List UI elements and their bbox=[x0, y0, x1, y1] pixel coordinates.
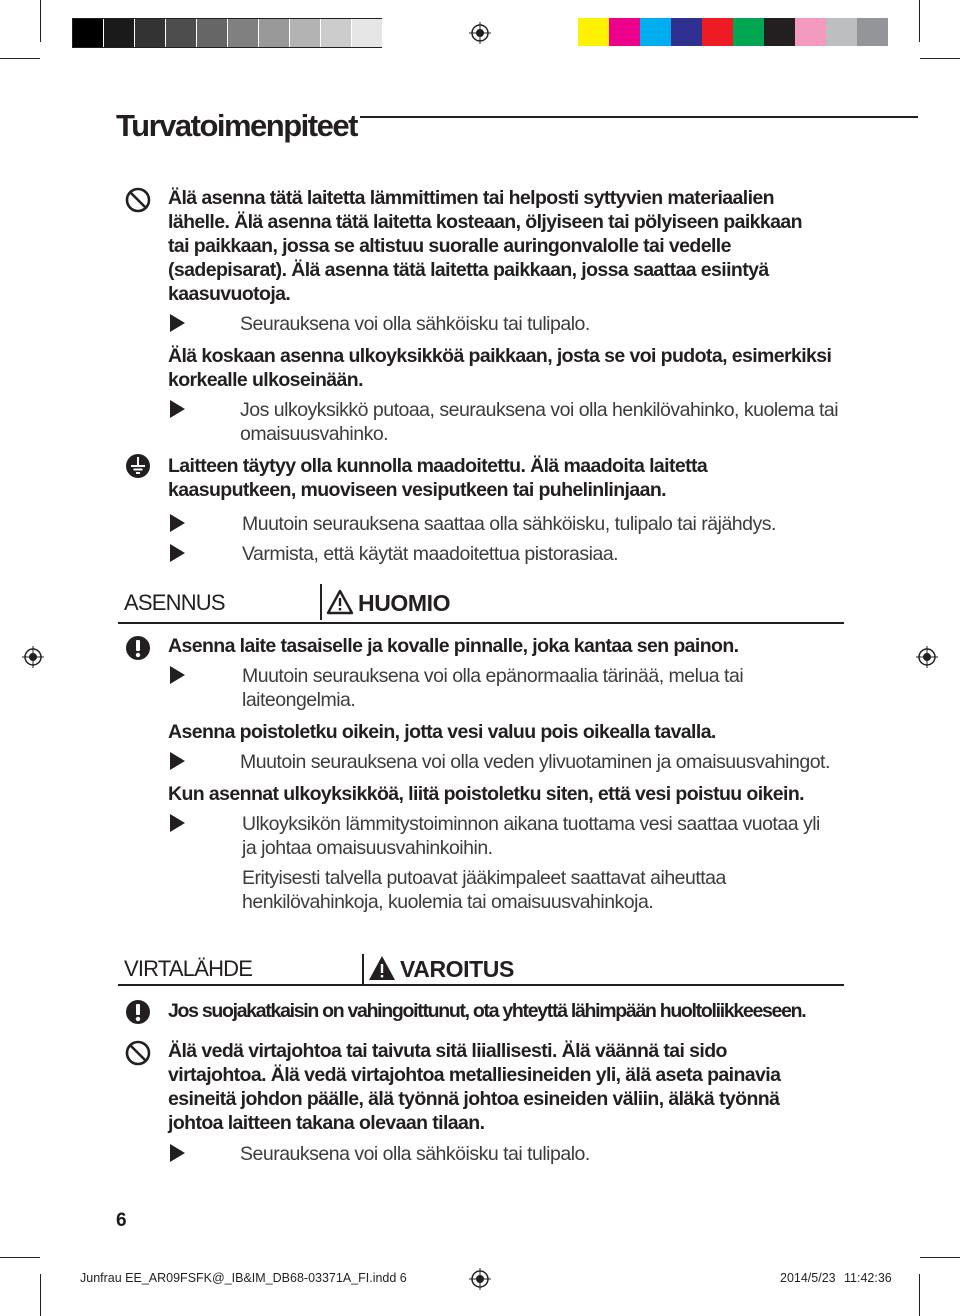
consequence-text: Muutoin seurauksena voi olla epänormaalia tärinää, melua tai bbox=[242, 665, 744, 687]
crop-mark bbox=[40, 0, 41, 42]
color-swatch bbox=[166, 19, 197, 47]
warning-text: esineitä johdon päälle, älä työnnä johtoa esineiden väliin, äläkä työnnä bbox=[168, 1088, 780, 1110]
warning-triangle-icon bbox=[368, 955, 396, 981]
color-swatch bbox=[228, 19, 259, 47]
warning-label: VAROITUS bbox=[400, 956, 514, 982]
title-rule bbox=[360, 116, 918, 118]
color-swatch bbox=[259, 19, 290, 47]
consequence-text: Varmista, että käytät maadoitettua pistorasiaa. bbox=[242, 543, 619, 565]
warning-text: lähelle. Älä asenna tätä laitetta kosteaan, öljyiseen tai pölyiseen paikkaan bbox=[168, 211, 802, 233]
section-rule bbox=[118, 622, 844, 624]
consequence-text: Muutoin seurauksena voi olla veden ylivuotaminen ja omaisuusvahingot. bbox=[240, 751, 830, 773]
footer-filename: Junfrau EE_AR09FSFK@_IB&IM_DB68-03371A_FI.indd 6 bbox=[80, 1271, 407, 1285]
section-divider bbox=[362, 954, 364, 984]
crop-mark bbox=[920, 1257, 960, 1258]
registration-mark-icon bbox=[469, 1268, 491, 1290]
warning-text: (sadepisarat). Älä asenna tätä laitetta paikkaan, jossa saattaa esiintyä bbox=[168, 259, 769, 281]
consequence-text: Jos ulkoyksikkö putoaa, seurauksena voi olla henkilövahinko, kuolema tai bbox=[240, 399, 839, 421]
consequence-text: Seurauksena voi olla sähköisku tai tulipalo. bbox=[240, 1143, 590, 1165]
prohibited-icon bbox=[124, 1039, 152, 1067]
registration-mark-icon bbox=[469, 22, 491, 44]
warning-text: Älä vedä virtajohtoa tai taivuta sitä liiallisesti. Älä väännä tai sido bbox=[168, 1040, 727, 1062]
warning-text: tai paikkaan, jossa se altistuu suoralle auringonvalolle tai vedelle bbox=[168, 235, 731, 257]
color-swatch bbox=[826, 18, 857, 46]
warning-text: Älä koskaan asenna ulkoyksikköä paikkaan, josta se voi pudota, esimerkiksi bbox=[168, 345, 832, 367]
warning-text: johtoa laitteen takana olevaan tilaan. bbox=[168, 1112, 485, 1134]
consequence-text: Muutoin seurauksena saattaa olla sähköisku, tulipalo tai räjähdys. bbox=[242, 513, 776, 535]
page-title: Turvatoimenpiteet bbox=[116, 108, 357, 143]
color-swatch bbox=[290, 19, 321, 47]
footer-time: 11:42:36 bbox=[844, 1271, 892, 1285]
footer-date: 2014/5/23 bbox=[780, 1271, 836, 1285]
warning-text: kaasuputkeen, muoviseen vesiputkeen tai puhelinlinjaan. bbox=[168, 479, 666, 501]
section-label-virtalahde: VIRTALÄHDE bbox=[124, 956, 253, 981]
color-swatch bbox=[321, 19, 352, 47]
caution-label: HUOMIO bbox=[358, 590, 451, 616]
consequence-text: omaisuusvahinko. bbox=[240, 423, 389, 445]
color-swatch bbox=[578, 18, 609, 46]
consequence-text: Erityisesti talvella putoavat jääkimpaleet saattavat aiheuttaa bbox=[242, 867, 726, 889]
crop-mark bbox=[919, 0, 920, 42]
color-swatch bbox=[104, 19, 135, 47]
page-number: 6 bbox=[116, 1210, 127, 1231]
warning-text: kaasuvuotoja. bbox=[168, 283, 291, 305]
crop-mark bbox=[0, 1257, 40, 1258]
ground-icon bbox=[124, 452, 152, 480]
cmyk-color-bar bbox=[578, 18, 888, 48]
arrow-right-icon bbox=[170, 1144, 185, 1162]
section-label-asennus: ASENNUS bbox=[124, 590, 225, 615]
registration-mark-icon bbox=[916, 646, 938, 668]
color-swatch bbox=[857, 18, 888, 46]
instruction-text: Jos suojakatkaisin on vahingoittunut, ota yhteyttä lähimpään huoltoliikkeeseen. bbox=[168, 1000, 806, 1022]
consequence-text: laiteongelmia. bbox=[242, 689, 356, 711]
arrow-right-icon bbox=[170, 666, 185, 684]
arrow-right-icon bbox=[170, 514, 185, 532]
arrow-right-icon bbox=[170, 400, 185, 418]
consequence-text: ja johtaa omaisuusvahinkoihin. bbox=[242, 837, 493, 859]
color-swatch bbox=[609, 18, 640, 46]
crop-mark bbox=[0, 58, 40, 59]
consequence-text: Ulkoyksikön lämmitystoiminnon aikana tuottama vesi saattaa vuotaa yli bbox=[242, 813, 820, 835]
exclamation-icon bbox=[124, 998, 152, 1026]
instruction-text: Asenna poistoletku oikein, jotta vesi valuu pois oikealla tavalla. bbox=[168, 721, 716, 743]
warning-triangle-icon bbox=[326, 589, 354, 615]
section-divider bbox=[320, 584, 322, 620]
registration-mark-icon bbox=[22, 646, 44, 668]
crop-mark bbox=[919, 1274, 920, 1316]
exclamation-icon bbox=[124, 634, 152, 662]
consequence-text: Seurauksena voi olla sähköisku tai tulipalo. bbox=[240, 313, 590, 335]
color-swatch bbox=[671, 18, 702, 46]
consequence-text: henkilövahinkoja, kuolemia tai omaisuusvahinkoja. bbox=[242, 891, 654, 913]
prohibited-icon bbox=[124, 186, 152, 214]
warning-text: Laitteen täytyy olla kunnolla maadoitettu. Älä maadoita laitetta bbox=[168, 455, 708, 477]
gray-color-bar bbox=[72, 18, 382, 48]
color-swatch bbox=[135, 19, 166, 47]
color-swatch bbox=[73, 19, 104, 47]
warning-text: korkealle ulkoseinään. bbox=[168, 369, 363, 391]
warning-text: virtajohtoa. Älä vedä virtajohtoa metalliesineiden yli, älä aseta painavia bbox=[168, 1064, 781, 1086]
section-rule bbox=[118, 984, 844, 986]
warning-text: Älä asenna tätä laitetta lämmittimen tai helposti syttyvien materiaalien bbox=[168, 187, 774, 209]
color-swatch bbox=[702, 18, 733, 46]
crop-mark bbox=[920, 58, 960, 59]
color-swatch bbox=[795, 18, 826, 46]
color-swatch bbox=[733, 18, 764, 46]
instruction-text: Kun asennat ulkoyksikköä, liitä poistoletku siten, että vesi poistuu oikein. bbox=[168, 783, 804, 805]
color-swatch bbox=[352, 19, 383, 47]
crop-mark bbox=[40, 1274, 41, 1316]
color-swatch bbox=[764, 18, 795, 46]
arrow-right-icon bbox=[170, 544, 185, 562]
color-swatch bbox=[640, 18, 671, 46]
arrow-right-icon bbox=[170, 314, 185, 332]
instruction-text: Asenna laite tasaiselle ja kovalle pinnalle, joka kantaa sen painon. bbox=[168, 635, 739, 657]
color-swatch bbox=[197, 19, 228, 47]
arrow-right-icon bbox=[170, 752, 185, 770]
arrow-right-icon bbox=[170, 814, 185, 832]
